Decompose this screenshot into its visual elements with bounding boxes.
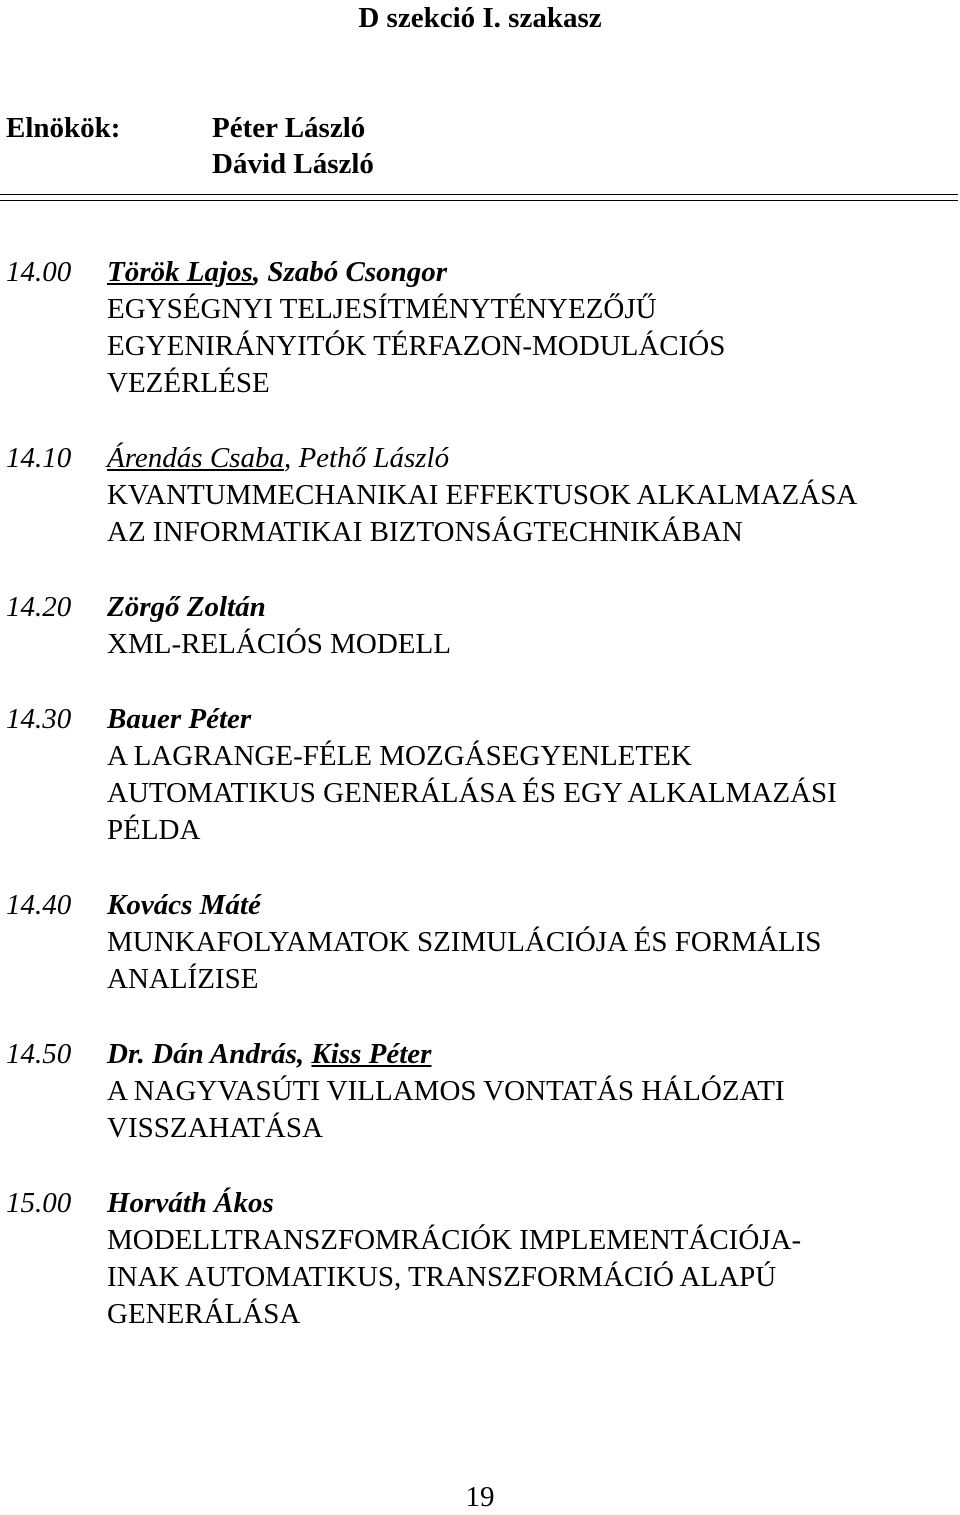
talk-authors <box>107 254 956 291</box>
author-name: Török Lajos <box>107 256 253 288</box>
talk-title-line: MODELLTRANSZFOMRÁCIÓK IMPLEMENTÁCIÓJA- <box>107 1224 802 1256</box>
author-name: Zörgő Zoltán <box>107 591 266 623</box>
author-name: Dr. Dán András, <box>107 1038 312 1070</box>
talk-body <box>107 589 956 663</box>
author-name: Horváth Ákos <box>107 1187 274 1219</box>
chair-name: Dávid László <box>212 148 374 180</box>
chair-name: Péter László <box>212 112 366 144</box>
talk-body <box>107 701 956 849</box>
page-number: 19 <box>465 1481 495 1513</box>
talk-body <box>107 887 956 998</box>
talk-authors <box>107 1036 956 1073</box>
double-rule-divider <box>0 194 958 201</box>
author-name: Szabó Csongor <box>267 256 448 288</box>
talk-title-line: AUTOMATIKUS GENERÁLÁSA ÉS EGY ALKALMAZÁSI <box>107 777 837 809</box>
talk-time: 14.40 <box>6 889 72 921</box>
talk-authors <box>107 701 956 738</box>
talk-body <box>107 1185 956 1333</box>
talk-authors <box>107 440 956 477</box>
author-name: Kiss Péter <box>311 1038 432 1070</box>
talk-title-line: A NAGYVASÚTI VILLAMOS VONTATÁS HÁLÓZATI <box>107 1075 785 1107</box>
author-name: Árendás Csaba <box>107 442 284 474</box>
talk-time: 15.00 <box>6 1187 72 1219</box>
talk-entry <box>6 440 956 551</box>
author-name: , Pethő László <box>283 442 450 474</box>
talk-authors <box>107 887 956 924</box>
talk-body <box>107 254 956 402</box>
talk-time: 14.20 <box>6 591 72 623</box>
talk-title-line: VISSZAHATÁSA <box>107 1112 323 1144</box>
talk-time: 14.30 <box>6 703 72 735</box>
talk-title-line: VEZÉRLÉSE <box>107 367 270 399</box>
talk-title-line: GENERÁLÁSA <box>107 1298 301 1330</box>
talk-entry <box>6 589 956 663</box>
talk-title-line: ANALÍZISE <box>107 963 259 995</box>
author-name: , <box>252 256 268 288</box>
talk-time: 14.50 <box>6 1038 72 1070</box>
talk-entry <box>6 1185 956 1333</box>
talk-title-line: EGYSÉGNYI TELJESÍTMÉNYTÉNYEZŐJŰ <box>107 293 657 325</box>
talk-list <box>6 254 956 1371</box>
talk-time: 14.10 <box>6 442 72 474</box>
chairs-label: Elnökök: <box>6 112 121 144</box>
talk-body <box>107 1036 956 1147</box>
talk-title-line: MUNKAFOLYAMATOK SZIMULÁCIÓJA ÉS FORMÁLIS <box>107 926 822 958</box>
talk-authors <box>107 1185 956 1222</box>
talk-title-line: XML-RELÁCIÓS MODELL <box>107 628 451 660</box>
talk-title-line: PÉLDA <box>107 814 201 846</box>
talk-body <box>107 440 956 551</box>
section-title: D szekció I. szakasz <box>358 2 602 34</box>
talk-title-line: INAK AUTOMATIKUS, TRANSZFORMÁCIÓ ALAPÚ <box>107 1261 777 1293</box>
talk-title-line: EGYENIRÁNYITÓK TÉRFAZON-MODULÁCIÓS <box>107 330 726 362</box>
chairs-names <box>212 110 374 182</box>
author-name: Bauer Péter <box>107 703 252 735</box>
talk-entry <box>6 887 956 998</box>
author-name: Kovács Máté <box>107 889 261 921</box>
talk-authors <box>107 589 956 626</box>
talk-entry <box>6 1036 956 1147</box>
talk-title-line: AZ INFORMATIKAI BIZTONSÁGTECHNIKÁBAN <box>107 516 743 548</box>
talk-entry <box>6 701 956 849</box>
talk-entry <box>6 254 956 402</box>
talk-time: 14.00 <box>6 256 72 288</box>
talk-title-line: KVANTUMMECHANIKAI EFFEKTUSOK ALKALMAZÁSA <box>107 479 858 511</box>
talk-title-line: A LAGRANGE-FÉLE MOZGÁSEGYENLETEK <box>107 740 692 772</box>
